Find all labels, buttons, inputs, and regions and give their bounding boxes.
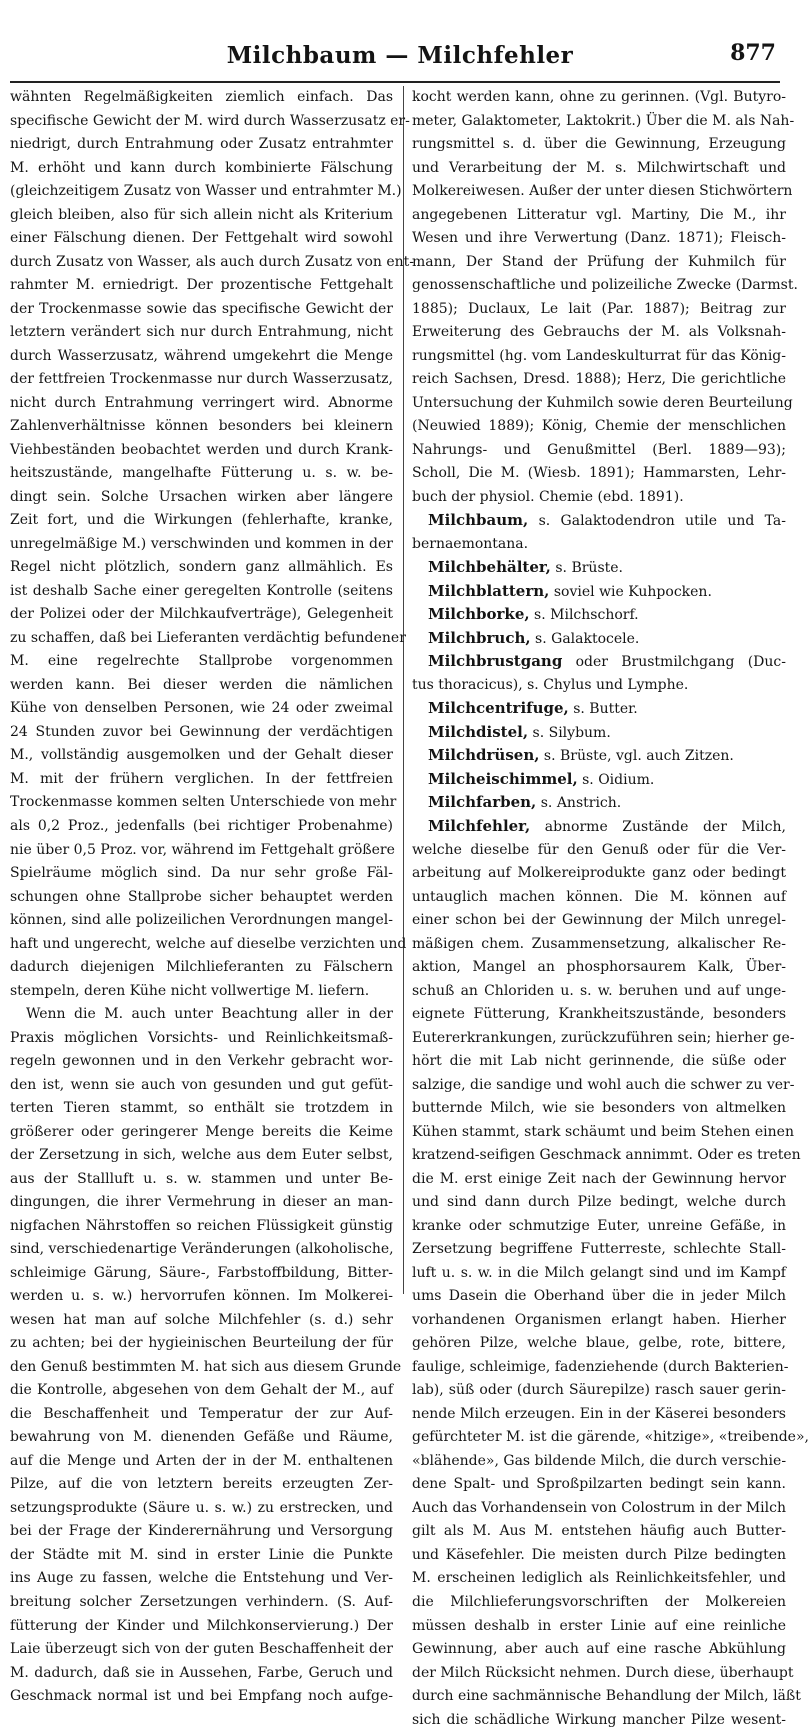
text-line: ist deshalb Sache einer geregelten Kontrolle (seitens (10, 582, 393, 599)
text-line: breitung solcher Zersetzungen verhindern. (S. Auf- (10, 1594, 393, 1610)
text-line: der Milch Rücksicht nehmen. Durch diese, überhaupt (412, 1664, 794, 1681)
entry-first-line (412, 744, 786, 768)
text-line: haft und ungerecht, welche auf dieselbe verzichten und (10, 935, 407, 952)
dictionary-entry (412, 768, 786, 792)
text-line: zu achten; bei der hygieinischen Beurteilung der für (10, 1335, 393, 1352)
text-line: müssen deshalb in erster Linie auf eine reinliche (412, 1617, 786, 1634)
text-line: die Kontrolle, abgesehen von dem Gehalt der M., auf (10, 1382, 393, 1399)
text-line: der fettfreien Trockenmasse nur durch Wasserzusatz, (10, 371, 393, 388)
text-line: kranke oder schmutzige Euter, unreine Gefäße, in (412, 1217, 786, 1234)
entry-first-line (412, 509, 786, 533)
text-line: (gleichzeitigem Zusatz von Wasser und entrahmter M.) (10, 183, 402, 200)
text-line: die Milchlieferungsvorschriften der Molkereien (412, 1594, 786, 1610)
text-line: kratzend-seifigen Geschmack annimmt. Oder es treten (412, 1147, 801, 1164)
dictionary-entry (412, 721, 786, 745)
text-line: faulige, schleimige, fadenziehende (durch Bakterien- (412, 1358, 789, 1375)
entry-headword: Milchbruch, (428, 628, 531, 647)
dictionary-entry (412, 603, 786, 627)
entry-headword: Milchfehler, (428, 816, 531, 835)
dictionary-entry (412, 509, 786, 556)
text-line: werden u. s. w.) hervorrufen können. Im Molkerei- (10, 1288, 393, 1305)
text-line: nicht durch Entrahmung verringert wird. Abnorme (10, 394, 393, 411)
text-line: Spielräume möglich sind. Da nur sehr große Fäl- (10, 865, 393, 882)
entry-first-line (412, 603, 786, 627)
entry-text: abnorme Zustände der Milch, (530, 818, 786, 835)
dictionary-entry (412, 791, 786, 815)
text-line: Wenn die M. auch unter Beachtung aller in der (26, 1006, 393, 1023)
text-line: buch der physiol. Chemie (ebd. 1891). (412, 488, 684, 505)
text-line: der Städte mit M. sind in erster Linie die Punkte (10, 1546, 393, 1563)
text-line: rungsmittel (hg. vom Landeskulturrat für das König- (412, 347, 786, 364)
entry-headword: Milchdistel, (428, 722, 529, 741)
text-line: wesen hat man auf solche Milchfehler (s. d.) sehr (10, 1311, 393, 1328)
text-line: einer Fälschung dienen. Der Fettgehalt wird sowohl (10, 230, 393, 247)
text-line: und Verarbeitung der M. s. Milchwirtschaft und (412, 159, 786, 176)
text-line: wähnten Regelmäßigkeiten ziemlich einfach. Das (10, 89, 393, 105)
text-line: Auch das Vorhandensein von Colostrum in der Milch (412, 1499, 786, 1516)
text-line: gilt als M. Aus M. entstehen häufig auch Butter- (412, 1523, 786, 1540)
text-line: Eutererkrankungen, zurückzuführen sein; hierher ge- (412, 1029, 795, 1046)
text-line: Regel nicht plötzlich, sondern ganz allmählich. Es (10, 559, 393, 576)
entry-first-line (412, 697, 786, 721)
text-line: vorhandenen Organismen erlangt haben. Hierher (412, 1311, 786, 1328)
entry-text: s. Galaktocele. (530, 630, 640, 647)
text-line: tus thoracicus), s. Chylus und Lymphe. (412, 676, 689, 693)
entry-first-line (412, 627, 786, 651)
entry-first-line (412, 768, 786, 792)
text-line: bernaemontana. (412, 535, 529, 552)
text-line: setzungsprodukte (Säure u. s. w.) zu erstrecken, und (10, 1499, 393, 1516)
entry-text: s. Milchschorf. (529, 607, 639, 624)
text-line: reich Sachsen, Dresd. 1888); Herz, Die gerichtliche (412, 371, 786, 388)
text-line: ins Auge zu fassen, welche die Entstehung und Ver- (10, 1570, 393, 1587)
text-line: der Trockenmasse sowie das specifische Gewicht der (10, 300, 393, 317)
entry-text: s. Oidium. (577, 771, 655, 788)
dictionary-entry (412, 556, 786, 580)
text-line: Zahlenverhältnisse können besonders bei kleinern (10, 418, 393, 435)
running-head: Milchbaum — Milchfehler (226, 42, 574, 69)
text-line: luft u. s. w. in die Milch gelangt sind und im Kampf (412, 1264, 786, 1281)
entry-first-line (412, 650, 786, 674)
text-line: untauglich machen können. Die M. können auf (412, 888, 786, 905)
text-line: größerer oder geringerer Menge bereits die Keime (10, 1123, 393, 1140)
text-line: die M. erst einige Zeit nach der Gewinnung hervor (412, 1170, 786, 1187)
text-line: rahmter M. erniedrigt. Der prozentische Fettgehalt (10, 277, 393, 294)
text-line: aus der Stallluft u. s. w. stammen und unter Be- (10, 1170, 393, 1187)
text-line: Kühe von denselben Personen, wie 24 oder zweimal (10, 700, 393, 717)
text-line: und Käsefehler. Die meisten durch Pilze bedingten (412, 1546, 786, 1563)
text-line: unregelmäßige M.) verschwinden und kommen in der (10, 535, 393, 552)
entry-text: soviel wie Kuhpocken. (549, 583, 712, 600)
text-line: stempeln, deren Kühe nicht vollwertige M. liefern. (10, 982, 370, 999)
text-line: gefürchteter M. ist die gärende, «hitzige», «treibende», (412, 1429, 809, 1446)
text-line: den ist, wenn sie auch von gesunden und gut gefüt- (10, 1076, 393, 1093)
text-line: «blähende», Gas bildende Milch, die durch verschie- (412, 1452, 787, 1469)
text-line: bei der Frage der Kinderernährung und Versorgung (10, 1523, 393, 1540)
text-line: sind, verschiedenartige Veränderungen (alkoholische, (10, 1241, 394, 1258)
text-line: ums Dasein die Oberhand über die in jeder Milch (412, 1288, 786, 1305)
text-line: können, sind alle polizeilichen Verordnungen mangel- (10, 912, 393, 929)
text-line: zu schaffen, daß bei Lieferanten verdächtig befundener (10, 629, 406, 646)
text-line: Gewinnung, aber auch auf eine rasche Abkühlung (412, 1641, 786, 1658)
page-number: 877 (730, 40, 776, 66)
text-line: M. mit der frühern verglichen. In der fettfreien (10, 770, 393, 787)
text-line: dene Spalt- und Sproßpilzarten bedingt sein kann. (412, 1476, 786, 1493)
text-line: M. dadurch, daß sie in Aussehen, Farbe, Geruch und (10, 1664, 393, 1681)
text-line: Laie überzeugt sich von der guten Beschaffenheit der (10, 1641, 393, 1658)
entry-headword: Milchblattern, (428, 581, 550, 600)
text-line: durch Zusatz von Wasser, als auch durch Zusatz von ent- (10, 253, 415, 270)
text-line: als 0,2 Proz., jedenfalls (bei richtiger Probenahme) (10, 817, 393, 834)
text-line: Untersuchung der Kuhmilch sowie deren Beurteilung (412, 394, 793, 411)
text-line: regeln gewonnen und in den Verkehr gebracht wor- (10, 1053, 393, 1070)
entry-text: s. Anstrich. (536, 795, 622, 812)
entry-text: s. Galaktodendron utile und Ta- (528, 513, 786, 530)
entry-first-line (412, 556, 786, 580)
text-line: der Zersetzung in sich, welche aus dem Euter selbst, (10, 1147, 393, 1164)
text-line: specifische Gewicht der M. wird durch Wasserzusatz er- (10, 112, 410, 129)
right-column (412, 86, 809, 1728)
text-line: gleich bleiben, also für sich allein nicht als Kriterium (10, 206, 393, 223)
text-line: hört die mit Lab nicht gerinnende, die süße oder (412, 1053, 786, 1070)
text-line: Scholl, Die M. (Wiesb. 1891); Hammarsten, Lehr- (412, 465, 786, 482)
dictionary-entry (412, 650, 786, 697)
text-line: mäßigen chem. Zusammensetzung, alkalischer Re- (412, 935, 786, 952)
text-line: schuß an Chloriden u. s. w. beruhen und auf unge- (412, 982, 786, 999)
text-line: rungsmittel s. d. über die Gewinnung, Erzeugung (412, 136, 786, 153)
text-line: Pilze, auf die von letztern bereits erzeugten Zer- (10, 1476, 393, 1493)
text-line: Wesen und ihre Verwertung (Danz. 1871); Fleisch- (412, 230, 786, 247)
text-line: genossenschaftliche und polizeiliche Zwecke (Darmst. (412, 277, 798, 294)
entry-headword: Milcheischimmel, (428, 769, 578, 788)
text-line: M. erhöht und kann durch kombinierte Fälschung (10, 159, 393, 176)
text-line: niedrigt, durch Entrahmung oder Zusatz entrahmter (10, 136, 393, 153)
text-line: welche dieselbe für den Genuß oder für die Ver- (412, 841, 786, 858)
text-line: der Polizei oder der Milchkaufverträge), Gelegenheit (10, 606, 393, 623)
dictionary-entry (412, 815, 809, 1732)
text-line: durch eine sachmännische Behandlung der Milch, läßt (412, 1688, 801, 1705)
header-rule (10, 81, 780, 83)
text-line: aktion, Mangel an phosphorsaurem Kalk, Über- (412, 959, 786, 976)
entry-headword: Milchborke, (428, 605, 530, 624)
entry-headword: Milchbrustgang (428, 652, 563, 671)
dictionary-entry (412, 627, 786, 651)
text-line: die Beschaffenheit und Temperatur der zur Auf- (10, 1405, 393, 1422)
text-line: dadurch diejenigen Milchlieferanten zu Fälschern (10, 959, 393, 976)
text-line: dingungen, die ihrer Vermehrung in dieser an man- (10, 1194, 393, 1211)
entry-text: s. Butter. (568, 701, 638, 718)
text-line: Viehbeständen beobachtet werden und durch Krank- (10, 441, 393, 458)
text-line: terten Tieren stammt, so enthält sie trotzdem in (10, 1100, 393, 1117)
text-line: nigfachen Nährstoffen so reichen Flüssigkeit günstig (10, 1217, 393, 1234)
entry-first-line (412, 580, 786, 604)
text-line: und sind dann durch Pilze bedingt, welche durch (412, 1194, 786, 1211)
entry-headword: Milchbehälter, (428, 558, 551, 577)
page-header (0, 36, 800, 76)
text-line: arbeitung auf Molkereiprodukte ganz oder bedingt (412, 865, 786, 882)
text-line: letztern verändert sich nur durch Entrahmung, nicht (10, 324, 393, 341)
left-column (10, 86, 415, 1705)
text-line: M. eine regelrechte Stallprobe vorgenommen (10, 653, 393, 670)
entry-first-line (412, 721, 786, 745)
text-line: Praxis möglichen Vorsichts- und Reinlichkeitsmaß- (10, 1029, 393, 1046)
text-line: Zersetzung begriffene Futterreste, schlechte Stall- (412, 1241, 786, 1258)
text-line: den Genuß bestimmten M. hat sich aus diesem Grunde (10, 1358, 402, 1375)
text-line: werden kann. Bei dieser werden die nämlichen (10, 676, 393, 693)
text-line: 1885); Duclaux, Le lait (Par. 1887); Beitrag zur (412, 300, 786, 317)
text-line: schungen ohne Stallprobe sicher behauptet werden (10, 888, 393, 905)
text-line: durch Wasserzusatz, während umgekehrt die Menge (10, 347, 393, 364)
text-line: Erweiterung des Gebrauchs der M. als Volksnah- (412, 324, 786, 341)
entry-text: s. Silybum. (528, 724, 611, 741)
text-line: schleimige Gärung, Säure-, Farbstoffbildung, Bitter- (10, 1264, 393, 1281)
dictionary-entry (412, 580, 786, 604)
text-line: butternde Milch, wie sie besonders von altmelken (412, 1100, 786, 1117)
text-line: meter, Galaktometer, Laktokrit.) Über die M. als Nah- (412, 112, 795, 129)
text-line: heitszustände, mangelhafte Fütterung u. s. w. be- (10, 465, 393, 482)
text-line: mann, Der Stand der Prüfung der Kuhmilch für (412, 253, 786, 270)
dictionary-entry (412, 697, 786, 721)
text-line: lab), süß oder (durch Säurepilze) rasch sauer gerin- (412, 1382, 786, 1399)
text-line: kocht werden kann, ohne zu gerinnen. (Vgl. Butyro- (412, 89, 786, 105)
entry-text: s. Brüste, vgl. auch Zitzen. (539, 748, 734, 765)
entry-text: oder Brustmilchgang (Duc- (562, 654, 786, 671)
text-line: M. erscheinen lediglich als Reinlichkeitsfehler, und (412, 1570, 786, 1587)
text-line: nie über 0,5 Proz. vor, während im Fettgehalt größere (10, 841, 395, 858)
text-line: Geschmack normal ist und bei Empfang noch aufge- (10, 1688, 393, 1705)
text-line: fütterung der Kinder und Milchkonservierung.) Der (10, 1617, 393, 1634)
text-line: auf die Menge und Arten der in der M. enthaltenen (10, 1452, 393, 1469)
entry-text: s. Brüste. (550, 560, 623, 577)
entry-first-line (412, 791, 786, 815)
entry-headword: Milchfarben, (428, 793, 537, 812)
text-line: einer schon bei der Gewinnung der Milch unregel- (412, 912, 786, 929)
text-line: Trockenmasse kommen selten Unterschiede von mehr (10, 794, 397, 811)
entry-headword: Milchdrüsen, (428, 746, 540, 765)
text-line: eignete Fütterung, Krankheitszustände, besonders (412, 1006, 786, 1023)
text-line: gehören Pilze, welche blaue, gelbe, rote, bittere, (412, 1335, 786, 1352)
entry-headword: Milchbaum, (428, 511, 529, 530)
text-line: salzige, die sandige und wohl auch die schwer zu ver- (412, 1076, 795, 1093)
text-line: Kühen stammt, stark schäumt und beim Stehen einen (412, 1123, 794, 1140)
text-line: Molkereiwesen. Außer der unter diesen Stichwörtern (412, 183, 793, 200)
text-line: Zeit fort, und die Wirkungen (fehlerhafte, kranke, (10, 512, 393, 529)
entry-first-line (412, 815, 786, 839)
text-line: bewahrung von M. dienenden Gefäße und Räume, (10, 1429, 393, 1446)
text-line: sich die schädliche Wirkung mancher Pilze wesent- (412, 1711, 786, 1728)
entry-headword: Milchcentrifuge, (428, 699, 569, 718)
dictionary-entry (412, 744, 786, 768)
text-line: dingt sein. Solche Ursachen wirken aber längere (10, 488, 393, 505)
text-line: 24 Stunden zuvor bei Gewinnung der verdächtigen (10, 723, 393, 740)
text-line: (Neuwied 1889); König, Chemie der menschlichen (412, 418, 786, 435)
text-line: Nahrungs- und Genußmittel (Berl. 1889—93); (412, 441, 786, 458)
text-line: angegebenen Litteratur vgl. Martiny, Die M., ihr (412, 206, 786, 223)
text-line: M., vollständig ausgemolken und der Gehalt dieser (10, 747, 393, 764)
text-line: nende Milch erzeugen. Ein in der Käserei besonders (412, 1405, 786, 1422)
